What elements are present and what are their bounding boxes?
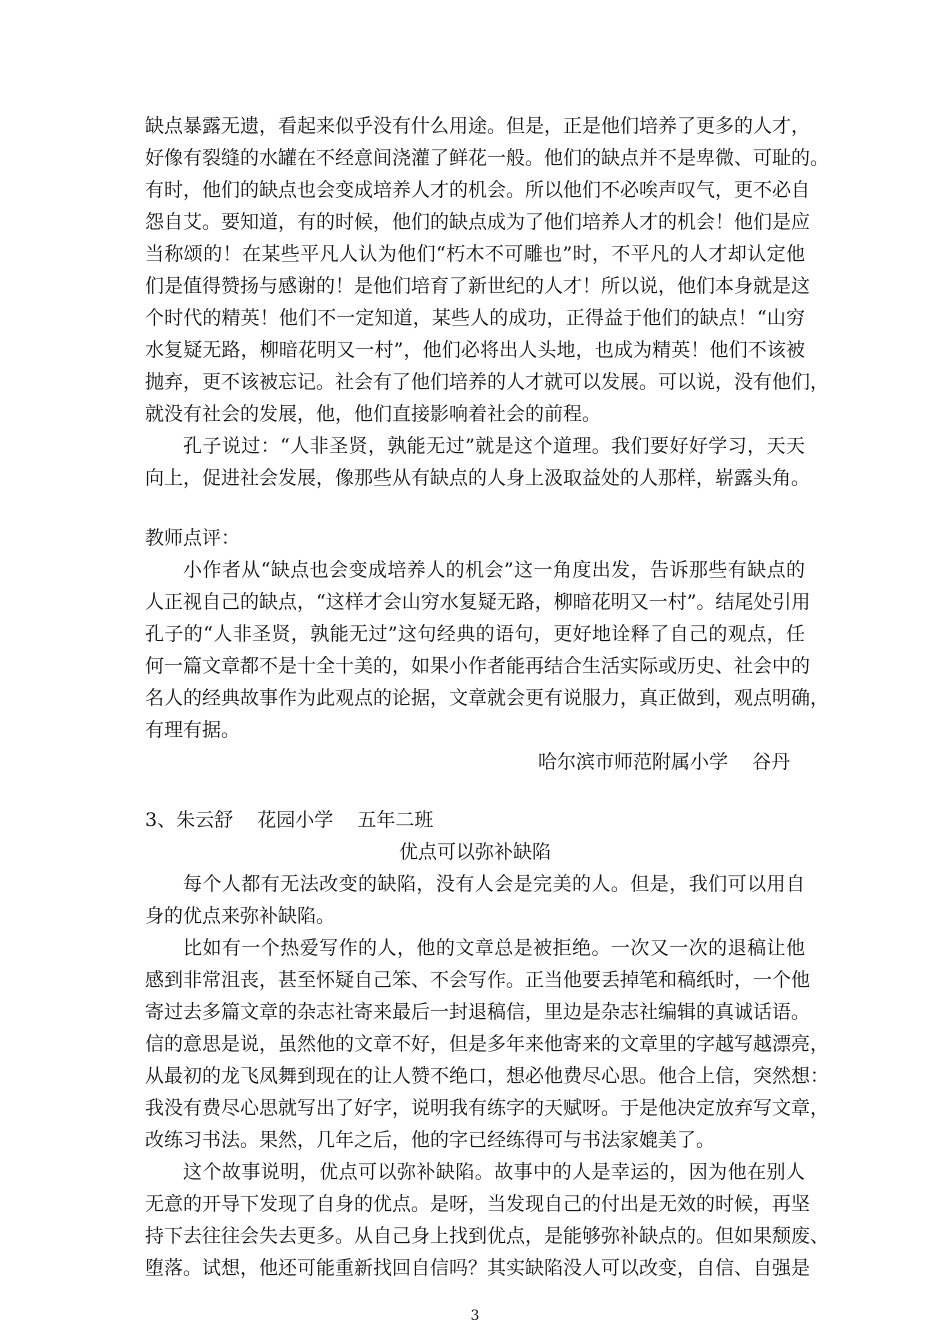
comment-line: 人正视自己的缺点，“这样才会山穷水复疑无路，柳暗花明又一村”。结尾处引用 [145,591,811,613]
essay-line: 就没有社会的发展，他，他们直接影响着社会的前程。 [145,403,602,425]
conclusion-line: 向上，促进社会发展，像那些从有缺点的人身上汲取益处的人那样，崭露头角。 [145,467,811,489]
essay-line: 抛弃，更不该被忘记。社会有了他们培养的人才就可以发展。可以说，没有他们， [145,371,830,393]
essay-title: 优点可以弥补缺陷 [398,841,551,863]
teacher-comment-label: 教师点评： [145,527,241,549]
essay-line: 好像有裂缝的水罐在不经意间浇灌了鲜花一般。他们的缺点并不是卑微、可耻的。 [145,147,830,169]
paragraph-line: 我没有费尽心思就写出了好字，说明我有练字的天赋呀。于是他决定放弃写文章， [145,1097,830,1119]
paragraph-line: 持下去往往会失去更多。从自己身上找到优点，是能够弥补缺点的。但如果颓废、 [145,1225,830,1247]
paragraph-line: 从最初的龙飞凤舞到现在的让人赞不绝口，想必他费尽心思。他合上信，突然想： [145,1065,830,1087]
essay-line: 当称颂的！在某些平凡人认为他们“朽木不可雕也”时，不平凡的人才却认定他 [145,243,805,265]
paragraph-line: 信的意思是说，虽然他的文章不好，但是多年来他寄来的文章里的字越写越漂亮， [145,1033,830,1055]
essay-line: 缺点暴露无遗，看起来似乎没有什么用途。但是，正是他们培养了更多的人才， [145,115,811,137]
comment-line: 小作者从“缺点也会变成培养人的机会”这一角度出发，告诉那些有缺点的 [183,559,805,581]
essay-line: 有时，他们的缺点也会变成培养人才的机会。所以他们不必唉声叹气，更不必自 [145,179,811,201]
entry-header: 3、朱云舒 花园小学 五年二班 [145,809,434,831]
page-number: 3 [470,1308,480,1324]
paragraph-line: 无意的开导下发现了自身的优点。是呀，当发现自己的付出是无效的时候，再坚 [145,1193,811,1215]
essay-line: 个时代的精英！他们不一定知道，某些人的成功，正得益于他们的缺点！“山穷 [145,307,805,329]
paragraph-line: 改练习书法。果然，几年之后，他的字已经练得可与书法家媲美了。 [145,1129,716,1151]
paragraph-line: 堕落。试想，他还可能重新找回自信吗？其实缺陷没人可以改变，自信、自强是 [145,1257,811,1279]
paragraph-line: 感到非常沮丧，甚至怀疑自己笨、不会写作。正当他要丢掉笔和稿纸时，一个他 [145,969,811,991]
comment-line: 名人的经典故事作为此观点的论据，文章就会更有说服力，真正做到，观点明确， [145,687,830,709]
comment-line: 何一篇文章都不是十全十美的，如果小作者能再结合生活实际或历史、社会中的 [145,655,811,677]
teacher-signature: 哈尔滨市师范附属小学 谷丹 [538,751,791,773]
essay-line: 们是值得赞扬与感谢的！是他们培育了新世纪的人才！所以说，他们本身就是这 [145,275,811,297]
paragraph-line: 比如有一个热爱写作的人，他的文章总是被拒绝。一次又一次的退稿让他 [183,937,805,959]
essay-line: 水复疑无路，柳暗花明又一村”，他们必将出人头地，也成为精英！他们不该被 [145,339,805,361]
paragraph-line: 每个人都有无法改变的缺陷，没有人会是完美的人。但是，我们可以用自 [183,873,805,895]
essay-line: 怨自艾。要知道，有的时候，他们的缺点成为了他们培养人才的机会！他们是应 [145,211,811,233]
paragraph-line: 身的优点来弥补缺陷。 [145,905,336,927]
conclusion-line: 孔子说过：“人非圣贤，孰能无过”就是这个道理。我们要好好学习，天天 [183,435,805,457]
paragraph-line: 寄过去多篇文章的杂志社寄来最后一封退稿信，里边是杂志社编辑的真诚话语。 [145,1001,811,1023]
comment-line: 孔子的“人非圣贤，孰能无过”这句经典的语句，更好地诠释了自己的观点，任 [145,623,805,645]
paragraph-line: 这个故事说明，优点可以弥补缺陷。故事中的人是幸运的，因为他在别人 [183,1161,805,1183]
comment-line: 有理有据。 [145,719,241,741]
